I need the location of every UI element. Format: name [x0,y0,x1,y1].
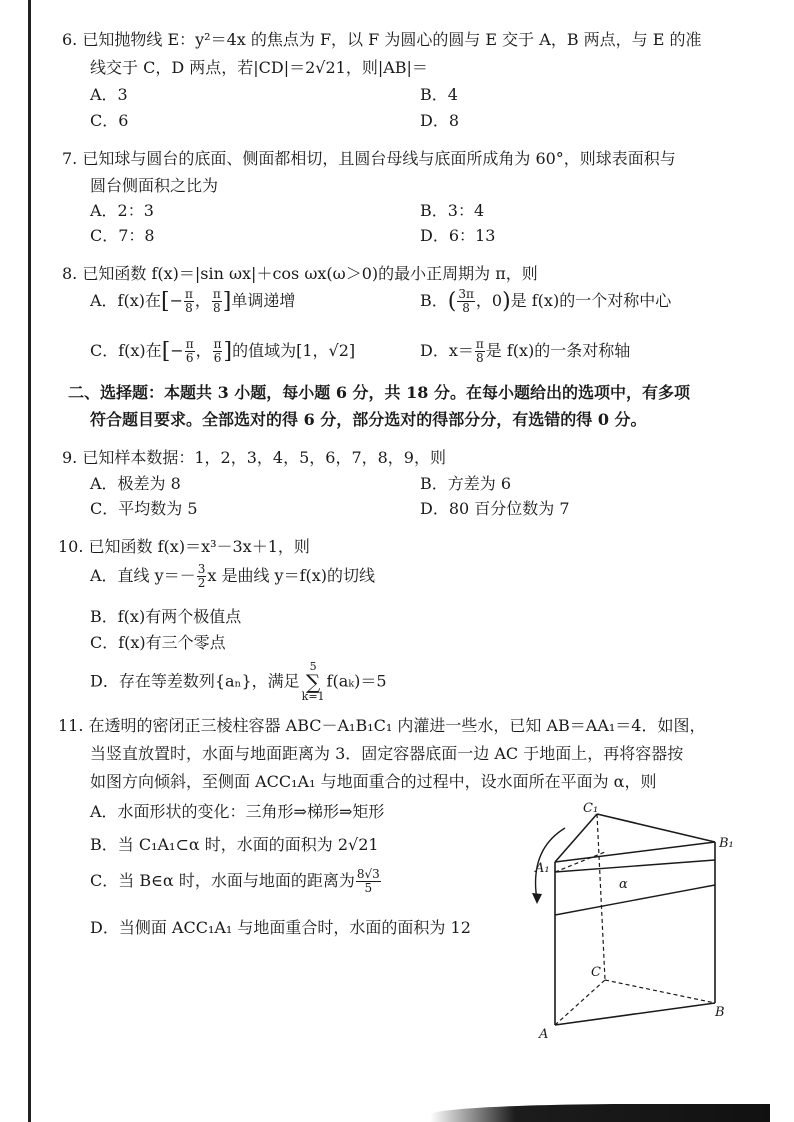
label-c: C [591,965,601,980]
label-c1: C₁ [583,801,599,816]
q9-stem: 9. 已知样本数据：1，2，3，4，5，6，7，8，9，则 [62,448,446,467]
prism-figure [515,800,755,1050]
q7-option-c: C．7：8 [90,226,155,245]
q7-option-d: D．6：13 [420,226,496,245]
q7-option-a: A．2：3 [90,201,154,220]
q11-number: 11. [58,716,84,735]
edge-ab [555,1003,715,1025]
q9-number: 9. [62,448,78,467]
q10-option-b: B．f(x)有两个极值点 [90,607,242,626]
q9-option-b: B．方差为 6 [420,474,512,493]
q8-option-d: D．x＝ $\frac{\pi}{8}$ 是 f(x)的一条对称轴 [420,337,631,365]
q11-option-b: B．当 C₁A₁⊂α 时，水面的面积为 2√21 [90,835,379,854]
q9-option-c: C．平均数为 5 [90,499,198,518]
page-edge-shadow [28,0,31,1122]
q11-line2: 当竖直放置时，水面与地面距离为 3．固定容器底面一边 AC 于地面上，再将容器按 [90,744,684,763]
water-line-bottom [555,885,715,915]
q6-option-b: B．4 [420,85,458,104]
q8-option-b: B．( $\frac{3\pi}{8}$ ，0)是 f(x)的一个对称中心 [420,287,672,315]
edge-c1a1 [555,814,597,862]
q11-option-a: A．水面形状的变化：三角形⇒梯形⇒矩形 [90,802,385,821]
q7-line1: 7. 已知球与圆台的底面、侧面都相切，且圆台母线与底面所成角为 60°，则球表面积与 [62,149,676,168]
q7-number: 7. [62,149,78,168]
section2-header-line2: 符合题目要求。全部选对的得 6 分，部分选对的得部分分，有选错的得 0 分。 [90,410,647,429]
label-alpha: α [619,877,628,892]
q9-option-d: D．80 百分位数为 7 [420,499,570,518]
water-line-top [555,860,715,872]
q7-option-b: B．3：4 [420,201,485,220]
edge-cb-hidden [605,980,715,1003]
q10-stem: 10. 已知函数 f(x)＝x³－3x＋1，则 [58,537,310,556]
label-a1: A₁ [535,861,550,876]
page-bottom-shadow [430,1104,770,1122]
q8-stem: 8. 已知函数 f(x)＝|sin ωx|＋cos ωx(ω＞0)的最小正周期为 π，则 [62,264,538,283]
tilt-arrow-head-icon [532,893,542,904]
edge-cc1-hidden [597,814,605,980]
q11-option-d: D．当侧面 ACC₁A₁ 与地面重合时，水面的面积为 12 [90,918,471,937]
edge-ac-hidden [555,980,605,1025]
q9-option-a: A．极差为 8 [90,474,181,493]
q11-option-c: C．当 B∈α 时，水面与地面的距离为 $\frac{8√3}{5}$ [90,867,380,895]
q10-number: 10. [58,537,84,556]
label-b: B [715,1005,725,1020]
q10-option-c: C．f(x)有三个零点 [90,633,226,652]
q6-line2: 线交于 C，D 两点，若|CD|＝2√21，则|AB|＝ [90,58,428,77]
q10-option-a: A．直线 y＝－ $\frac{3}{2}$ x 是曲线 y＝f(x)的切线 [90,562,375,590]
q6-option-a: A．3 [90,85,128,104]
edge-a1b1 [555,842,715,862]
q11-line3: 如图方向倾斜，至侧面 ACC₁A₁ 与地面重合的过程中，设水面所在平面为 α，则 [90,772,657,791]
q6-number: 6. [62,30,78,49]
q6-option-c: C．6 [90,111,129,130]
edge-c1b1 [597,814,715,842]
q6-line1: 6. 已知抛物线 E：y²＝4x 的焦点为 F，以 F 为圆心的圆与 E 交于 A，B 两点，与 E 的准 [62,30,702,49]
label-b1: B₁ [719,836,734,851]
q7-line2: 圆台侧面积之比为 [90,176,219,195]
q8-number: 8. [62,264,78,283]
label-a: A [539,1027,549,1042]
q6-option-d: D．8 [420,111,460,130]
q8-option-a: A．f(x)在[− $\frac{\pi}{8}$ ， $\frac{\pi}{8}$ ]单调递增 [90,287,296,315]
q10-option-d: D．存在等差数列{aₙ}，满足5 ∑ k=1f(aₖ)＝5 [90,660,387,703]
section2-header-line1: 二、选择题：本题共 3 小题，每小题 6 分，共 18 分。在每小题给出的选项中，有多项 [68,383,690,402]
q11-line1: 11. 在透明的密闭正三棱柱容器 ABC－A₁B₁C₁ 内灌进一些水，已知 AB＝AA₁＝4．如图， [58,716,706,735]
q8-option-c: C．f(x)在[− $\frac{\pi}{6}$ ， $\frac{\pi}{6}$ ]的值域为[1，√2] [90,337,356,365]
